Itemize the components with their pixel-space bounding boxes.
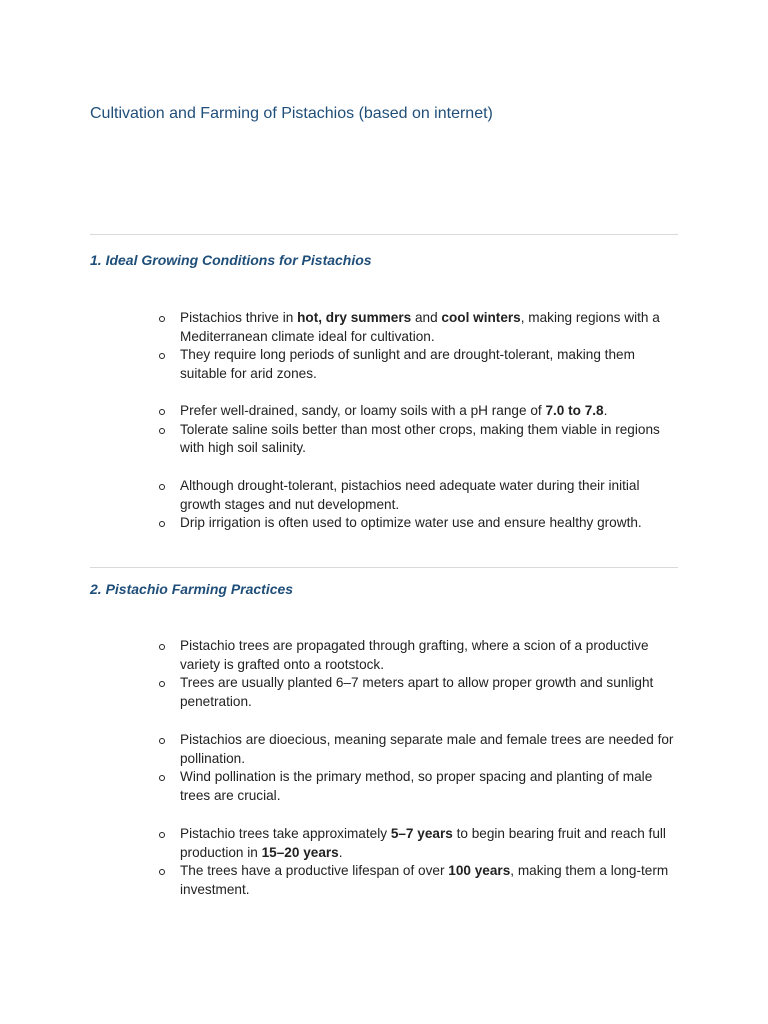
text-run: and — [411, 310, 442, 325]
text-run: They require long periods of sunlight and are drought-tolerant, making them suitable for arid zones. — [180, 347, 635, 381]
section-2-bullet-group-1 — [158, 637, 680, 711]
list-item — [158, 637, 680, 674]
text-run: Tolerate saline soils better than most other crops, making them viable in regions with high soil salinity. — [180, 421, 660, 456]
text-run: Prefer well-drained, sandy, or loamy soils with a pH range of — [180, 403, 546, 418]
section-1-heading: 1. Ideal Growing Conditions for Pistachios — [90, 252, 372, 268]
list-item — [158, 309, 680, 346]
section-1-divider — [90, 234, 678, 235]
bold-text-run: hot, dry summers — [297, 310, 412, 325]
text-run: to begin bearing fruit and reach full production in — [180, 826, 666, 860]
list-item — [158, 768, 680, 805]
text-run: Although drought-tolerant, pistachios need adequate water during their initial growth stages and nut development. — [180, 478, 640, 512]
list-item — [158, 514, 680, 533]
bold-text-run: 100 years — [448, 863, 511, 879]
text-run: Pistachios thrive in — [180, 310, 298, 325]
text-run: . — [338, 844, 343, 860]
text-run: The trees have a productive lifespan of over — [180, 863, 449, 879]
text-run: Pistachio trees are propagated through grafting, where a scion of a productive variety is grafted onto a rootstock. — [180, 638, 649, 672]
section-2-bullet-group-2 — [158, 731, 680, 805]
list-item — [158, 825, 680, 862]
list-item — [158, 731, 680, 768]
section-2-heading: 2. Pistachio Farming Practices — [90, 581, 294, 597]
text-run: Drip irrigation is often used to optimize water use and ensure healthy growth. — [180, 515, 642, 531]
list-item — [158, 346, 680, 383]
bold-text-run: 15–20 years — [261, 844, 339, 860]
text-run: Pistachio trees take approximately — [180, 826, 391, 841]
list-item — [158, 402, 680, 421]
text-run: , making regions with a Mediterranean climate ideal for cultivation. — [180, 310, 660, 344]
text-run: Trees are usually planted 6–7 meters apart to allow proper growth and sunlight penetration. — [180, 675, 654, 709]
list-item — [158, 674, 680, 711]
bold-text-run: cool winters — [441, 310, 521, 325]
section-2-divider — [90, 567, 678, 568]
list-item — [158, 862, 680, 899]
bold-text-run: 5–7 years — [390, 826, 453, 841]
text-run: . — [603, 403, 608, 418]
bold-text-run: 7.0 to 7.8 — [545, 403, 604, 418]
section-1-bullet-group-1 — [158, 309, 680, 383]
list-item — [158, 421, 680, 458]
section-1-bullet-group-3 — [158, 477, 680, 533]
text-run: Pistachios are dioecious, meaning separate male and female trees are needed for pollination. — [180, 732, 674, 766]
text-run: , making them a long-term investment. — [180, 863, 669, 897]
section-2-bullet-group-3 — [158, 825, 680, 899]
page-title: Cultivation and Farming of Pistachios (based on internet) — [90, 105, 493, 122]
text-run: Wind pollination is the primary method, so proper spacing and planting of male trees are crucial. — [180, 769, 653, 803]
section-1-bullet-group-2 — [158, 402, 680, 458]
list-item — [158, 477, 680, 514]
